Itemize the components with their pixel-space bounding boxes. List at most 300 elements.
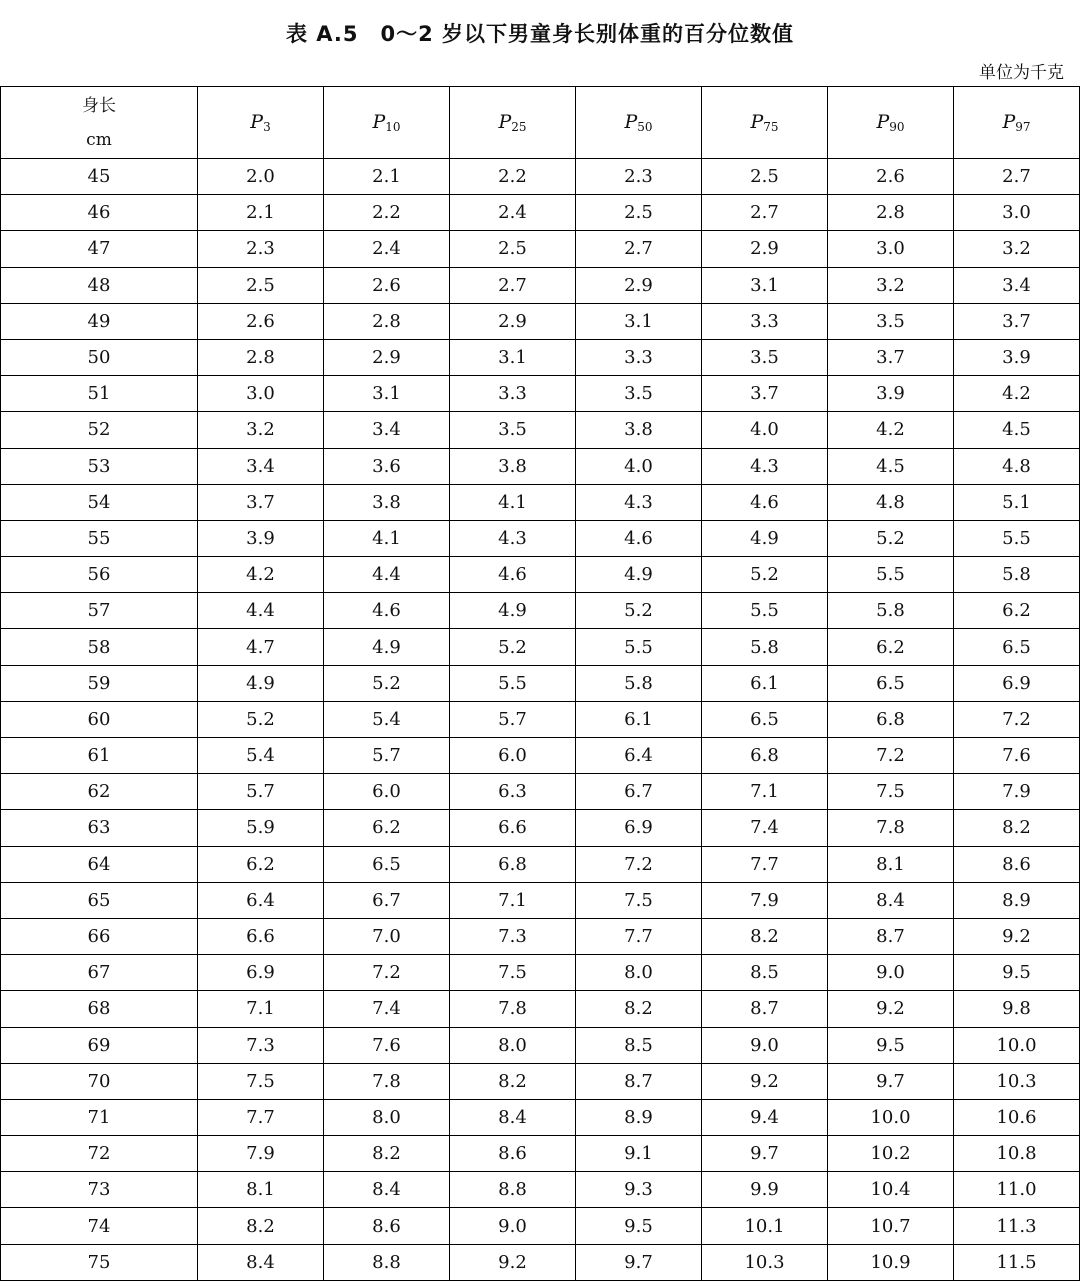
table-row: [1, 557, 1080, 593]
weight-cell: 9.0: [828, 955, 954, 991]
table-row: [1, 267, 1080, 303]
weight-cell: 5.5: [828, 557, 954, 593]
weight-cell: 6.5: [324, 846, 450, 882]
weight-cell: 3.3: [702, 303, 828, 339]
weight-cell: 6.2: [324, 810, 450, 846]
weight-cell: 3.7: [198, 484, 324, 520]
weight-cell: 7.2: [324, 955, 450, 991]
weight-cell: 4.5: [954, 412, 1080, 448]
weight-cell: 8.4: [324, 1172, 450, 1208]
weight-cell: 10.4: [828, 1172, 954, 1208]
percentile-table: [0, 86, 1080, 1281]
height-cell: 57: [1, 593, 198, 629]
weight-cell: 2.5: [450, 231, 576, 267]
weight-cell: 6.8: [702, 738, 828, 774]
weight-cell: 4.2: [828, 412, 954, 448]
header-cell-p25: [450, 87, 576, 159]
weight-cell: 7.5: [198, 1063, 324, 1099]
weight-cell: 3.9: [198, 520, 324, 556]
height-cell: 75: [1, 1244, 198, 1280]
weight-cell: 8.2: [954, 810, 1080, 846]
height-cell: 56: [1, 557, 198, 593]
weight-cell: 4.3: [576, 484, 702, 520]
weight-cell: 3.0: [954, 195, 1080, 231]
height-cell: 69: [1, 1027, 198, 1063]
weight-cell: 8.4: [198, 1244, 324, 1280]
weight-cell: 10.3: [954, 1063, 1080, 1099]
height-cell: 61: [1, 738, 198, 774]
header-cell-p3: [198, 87, 324, 159]
weight-cell: 3.2: [828, 267, 954, 303]
table-header: [1, 87, 1080, 159]
weight-cell: 2.9: [576, 267, 702, 303]
table-row: [1, 1063, 1080, 1099]
weight-cell: 9.8: [954, 991, 1080, 1027]
table-row: [1, 412, 1080, 448]
weight-cell: 4.2: [954, 376, 1080, 412]
height-cell: 51: [1, 376, 198, 412]
weight-cell: 10.0: [828, 1099, 954, 1135]
weight-cell: 3.2: [198, 412, 324, 448]
table-row: [1, 448, 1080, 484]
weight-cell: 2.3: [198, 231, 324, 267]
weight-cell: 10.3: [702, 1244, 828, 1280]
weight-cell: 5.2: [828, 520, 954, 556]
weight-cell: 2.9: [702, 231, 828, 267]
height-cell: 46: [1, 195, 198, 231]
weight-cell: 9.1: [576, 1136, 702, 1172]
weight-cell: 9.2: [450, 1244, 576, 1280]
weight-cell: 4.6: [702, 484, 828, 520]
weight-cell: 6.8: [450, 846, 576, 882]
weight-cell: 8.5: [576, 1027, 702, 1063]
percentile-subscript: 25: [511, 120, 527, 134]
weight-cell: 10.9: [828, 1244, 954, 1280]
weight-cell: 4.5: [828, 448, 954, 484]
weight-cell: 5.2: [576, 593, 702, 629]
weight-cell: 7.3: [450, 918, 576, 954]
weight-cell: 9.0: [450, 1208, 576, 1244]
percentile-subscript: 75: [763, 120, 779, 134]
weight-cell: 7.9: [954, 774, 1080, 810]
weight-cell: 8.6: [324, 1208, 450, 1244]
weight-cell: 6.8: [828, 701, 954, 737]
weight-cell: 3.1: [702, 267, 828, 303]
weight-cell: 4.6: [576, 520, 702, 556]
weight-cell: 3.6: [324, 448, 450, 484]
header-cell-height: [1, 87, 198, 159]
weight-cell: 6.1: [702, 665, 828, 701]
weight-cell: 7.4: [702, 810, 828, 846]
weight-cell: 4.6: [324, 593, 450, 629]
percentile-letter: P: [750, 111, 764, 133]
height-cell: 71: [1, 1099, 198, 1135]
height-cell: 48: [1, 267, 198, 303]
table-row: [1, 1208, 1080, 1244]
weight-cell: 11.5: [954, 1244, 1080, 1280]
weight-cell: 7.9: [198, 1136, 324, 1172]
weight-cell: 4.8: [954, 448, 1080, 484]
weight-cell: 3.1: [576, 303, 702, 339]
weight-cell: 4.2: [198, 557, 324, 593]
weight-cell: 4.4: [198, 593, 324, 629]
percentile-letter: P: [876, 111, 890, 133]
weight-cell: 6.7: [324, 882, 450, 918]
weight-cell: 3.8: [576, 412, 702, 448]
weight-cell: 7.3: [198, 1027, 324, 1063]
table-row: [1, 955, 1080, 991]
weight-cell: 2.8: [828, 195, 954, 231]
weight-cell: 3.5: [702, 339, 828, 375]
percentile-subscript: 3: [263, 120, 271, 134]
weight-cell: 3.5: [576, 376, 702, 412]
table-row: [1, 665, 1080, 701]
table-row: [1, 339, 1080, 375]
weight-cell: 5.8: [576, 665, 702, 701]
table-row: [1, 1136, 1080, 1172]
weight-cell: 6.9: [576, 810, 702, 846]
weight-cell: 8.4: [828, 882, 954, 918]
height-cell: 52: [1, 412, 198, 448]
weight-cell: 6.0: [450, 738, 576, 774]
height-cell: 67: [1, 955, 198, 991]
weight-cell: 2.2: [324, 195, 450, 231]
weight-cell: 7.9: [702, 882, 828, 918]
weight-cell: 3.3: [576, 339, 702, 375]
weight-cell: 6.5: [828, 665, 954, 701]
weight-cell: 8.4: [450, 1099, 576, 1135]
weight-cell: 6.5: [954, 629, 1080, 665]
weight-cell: 7.5: [828, 774, 954, 810]
unit-label: 单位为千克: [979, 63, 1064, 83]
header-cell-p10: [324, 87, 450, 159]
weight-cell: 7.5: [450, 955, 576, 991]
weight-cell: 4.8: [828, 484, 954, 520]
weight-cell: 7.8: [450, 991, 576, 1027]
weight-cell: 5.8: [954, 557, 1080, 593]
weight-cell: 2.0: [198, 159, 324, 195]
weight-cell: 4.0: [576, 448, 702, 484]
weight-cell: 7.2: [828, 738, 954, 774]
weight-cell: 6.2: [954, 593, 1080, 629]
weight-cell: 6.5: [702, 701, 828, 737]
header-height-label: 身长: [82, 95, 116, 116]
height-cell: 63: [1, 810, 198, 846]
weight-cell: 10.7: [828, 1208, 954, 1244]
weight-cell: 7.1: [702, 774, 828, 810]
weight-cell: 8.2: [702, 918, 828, 954]
weight-cell: 4.1: [324, 520, 450, 556]
height-cell: 65: [1, 882, 198, 918]
table-row: [1, 195, 1080, 231]
table-row: [1, 918, 1080, 954]
weight-cell: 10.6: [954, 1099, 1080, 1135]
weight-cell: 3.1: [324, 376, 450, 412]
weight-cell: 2.4: [324, 231, 450, 267]
weight-cell: 8.2: [450, 1063, 576, 1099]
height-cell: 74: [1, 1208, 198, 1244]
weight-cell: 3.7: [702, 376, 828, 412]
weight-cell: 6.2: [828, 629, 954, 665]
weight-cell: 8.8: [450, 1172, 576, 1208]
weight-cell: 3.5: [450, 412, 576, 448]
weight-cell: 4.6: [450, 557, 576, 593]
weight-cell: 5.8: [702, 629, 828, 665]
height-cell: 62: [1, 774, 198, 810]
weight-cell: 9.7: [576, 1244, 702, 1280]
header-cell-p97: [954, 87, 1080, 159]
table-row: [1, 738, 1080, 774]
weight-cell: 4.9: [450, 593, 576, 629]
weight-cell: 5.4: [324, 701, 450, 737]
weight-cell: 2.5: [576, 195, 702, 231]
weight-cell: 7.0: [324, 918, 450, 954]
weight-cell: 10.1: [702, 1208, 828, 1244]
weight-cell: 6.7: [576, 774, 702, 810]
weight-cell: 3.3: [450, 376, 576, 412]
weight-cell: 7.2: [954, 701, 1080, 737]
weight-cell: 5.5: [954, 520, 1080, 556]
weight-cell: 2.4: [450, 195, 576, 231]
table-row: [1, 1244, 1080, 1280]
height-cell: 47: [1, 231, 198, 267]
table-row: [1, 629, 1080, 665]
weight-cell: 2.6: [198, 303, 324, 339]
weight-cell: 7.1: [450, 882, 576, 918]
weight-cell: 10.2: [828, 1136, 954, 1172]
weight-cell: 4.9: [324, 629, 450, 665]
table-row: [1, 159, 1080, 195]
weight-cell: 8.6: [450, 1136, 576, 1172]
height-cell: 64: [1, 846, 198, 882]
weight-cell: 5.5: [702, 593, 828, 629]
height-cell: 72: [1, 1136, 198, 1172]
weight-cell: 7.1: [198, 991, 324, 1027]
weight-cell: 7.7: [576, 918, 702, 954]
weight-cell: 5.8: [828, 593, 954, 629]
weight-cell: 6.4: [576, 738, 702, 774]
weight-cell: 3.7: [954, 303, 1080, 339]
height-cell: 70: [1, 1063, 198, 1099]
weight-cell: 9.7: [828, 1063, 954, 1099]
weight-cell: 6.4: [198, 882, 324, 918]
weight-cell: 7.6: [954, 738, 1080, 774]
weight-cell: 4.9: [702, 520, 828, 556]
table-row: [1, 774, 1080, 810]
table-row: [1, 593, 1080, 629]
height-cell: 73: [1, 1172, 198, 1208]
weight-cell: 5.5: [576, 629, 702, 665]
weight-cell: 5.1: [954, 484, 1080, 520]
height-cell: 68: [1, 991, 198, 1027]
weight-cell: 5.7: [450, 701, 576, 737]
weight-cell: 4.3: [702, 448, 828, 484]
weight-cell: 8.0: [450, 1027, 576, 1063]
weight-cell: 2.6: [324, 267, 450, 303]
percentile-subscript: 97: [1015, 120, 1031, 134]
weight-cell: 8.1: [828, 846, 954, 882]
weight-cell: 5.7: [198, 774, 324, 810]
weight-cell: 3.0: [828, 231, 954, 267]
height-cell: 50: [1, 339, 198, 375]
table-row: [1, 1027, 1080, 1063]
weight-cell: 2.9: [324, 339, 450, 375]
height-cell: 58: [1, 629, 198, 665]
weight-cell: 3.1: [450, 339, 576, 375]
weight-cell: 2.7: [450, 267, 576, 303]
weight-cell: 9.3: [576, 1172, 702, 1208]
weight-cell: 6.9: [954, 665, 1080, 701]
weight-cell: 8.7: [828, 918, 954, 954]
weight-cell: 9.4: [702, 1099, 828, 1135]
weight-cell: 9.0: [702, 1027, 828, 1063]
table-body: [1, 159, 1080, 1281]
weight-cell: 4.9: [198, 665, 324, 701]
weight-cell: 2.2: [450, 159, 576, 195]
weight-cell: 3.4: [324, 412, 450, 448]
weight-cell: 3.5: [828, 303, 954, 339]
weight-cell: 2.5: [198, 267, 324, 303]
table-row: [1, 810, 1080, 846]
table-row: [1, 701, 1080, 737]
weight-cell: 9.5: [576, 1208, 702, 1244]
header-row: [1, 87, 1080, 159]
weight-cell: 2.7: [702, 195, 828, 231]
height-cell: 45: [1, 159, 198, 195]
weight-cell: 9.7: [702, 1136, 828, 1172]
weight-cell: 7.5: [576, 882, 702, 918]
weight-cell: 7.8: [324, 1063, 450, 1099]
weight-cell: 6.6: [450, 810, 576, 846]
weight-cell: 4.4: [324, 557, 450, 593]
weight-cell: 3.8: [450, 448, 576, 484]
weight-cell: 3.4: [198, 448, 324, 484]
table-row: [1, 520, 1080, 556]
weight-cell: 8.2: [198, 1208, 324, 1244]
height-cell: 60: [1, 701, 198, 737]
weight-cell: 2.7: [954, 159, 1080, 195]
weight-cell: 3.9: [954, 339, 1080, 375]
weight-cell: 5.9: [198, 810, 324, 846]
weight-cell: 8.6: [954, 846, 1080, 882]
weight-cell: 8.7: [576, 1063, 702, 1099]
weight-cell: 7.2: [576, 846, 702, 882]
percentile-letter: P: [250, 111, 264, 133]
weight-cell: 2.8: [324, 303, 450, 339]
weight-cell: 9.5: [828, 1027, 954, 1063]
header-height-unit: cm: [86, 129, 112, 150]
weight-cell: 8.5: [702, 955, 828, 991]
weight-cell: 4.3: [450, 520, 576, 556]
height-cell: 53: [1, 448, 198, 484]
weight-cell: 8.0: [576, 955, 702, 991]
weight-cell: 10.8: [954, 1136, 1080, 1172]
weight-cell: 6.3: [450, 774, 576, 810]
weight-cell: 8.8: [324, 1244, 450, 1280]
weight-cell: 5.2: [198, 701, 324, 737]
percentile-subscript: 50: [637, 120, 653, 134]
table-row: [1, 882, 1080, 918]
table-row: [1, 231, 1080, 267]
percentile-letter: P: [498, 111, 512, 133]
weight-cell: 4.0: [702, 412, 828, 448]
weight-cell: 8.9: [954, 882, 1080, 918]
weight-cell: 6.6: [198, 918, 324, 954]
weight-cell: 9.2: [702, 1063, 828, 1099]
weight-cell: 3.8: [324, 484, 450, 520]
weight-cell: 11.0: [954, 1172, 1080, 1208]
weight-cell: 4.7: [198, 629, 324, 665]
table-row: [1, 376, 1080, 412]
percentile-letter: P: [624, 111, 638, 133]
weight-cell: 6.1: [576, 701, 702, 737]
weight-cell: 2.9: [450, 303, 576, 339]
table-row: [1, 303, 1080, 339]
header-cell-p50: [576, 87, 702, 159]
height-cell: 66: [1, 918, 198, 954]
weight-cell: 2.5: [702, 159, 828, 195]
percentile-letter: P: [372, 111, 386, 133]
weight-cell: 3.2: [954, 231, 1080, 267]
weight-cell: 2.1: [324, 159, 450, 195]
weight-cell: 7.4: [324, 991, 450, 1027]
weight-cell: 6.9: [198, 955, 324, 991]
weight-cell: 9.2: [828, 991, 954, 1027]
weight-cell: 7.6: [324, 1027, 450, 1063]
weight-cell: 5.4: [198, 738, 324, 774]
table-row: [1, 991, 1080, 1027]
weight-cell: 8.9: [576, 1099, 702, 1135]
percentile-letter: P: [1002, 111, 1016, 133]
weight-cell: 3.4: [954, 267, 1080, 303]
weight-cell: 8.1: [198, 1172, 324, 1208]
weight-cell: 2.3: [576, 159, 702, 195]
weight-cell: 8.7: [702, 991, 828, 1027]
height-cell: 55: [1, 520, 198, 556]
weight-cell: 8.0: [324, 1099, 450, 1135]
weight-cell: 2.7: [576, 231, 702, 267]
weight-cell: 5.2: [324, 665, 450, 701]
header-cell-p90: [828, 87, 954, 159]
weight-cell: 2.1: [198, 195, 324, 231]
height-cell: 49: [1, 303, 198, 339]
height-cell: 59: [1, 665, 198, 701]
weight-cell: 2.8: [198, 339, 324, 375]
weight-cell: 4.9: [576, 557, 702, 593]
weight-cell: 7.7: [198, 1099, 324, 1135]
weight-cell: 4.1: [450, 484, 576, 520]
weight-cell: 5.2: [702, 557, 828, 593]
weight-cell: 10.0: [954, 1027, 1080, 1063]
table-row: [1, 1099, 1080, 1135]
weight-cell: 5.7: [324, 738, 450, 774]
weight-cell: 3.7: [828, 339, 954, 375]
weight-cell: 6.2: [198, 846, 324, 882]
weight-cell: 7.7: [702, 846, 828, 882]
weight-cell: 11.3: [954, 1208, 1080, 1244]
height-cell: 54: [1, 484, 198, 520]
weight-cell: 9.5: [954, 955, 1080, 991]
percentile-subscript: 90: [889, 120, 905, 134]
table-row: [1, 846, 1080, 882]
weight-cell: 2.6: [828, 159, 954, 195]
header-cell-p75: [702, 87, 828, 159]
weight-cell: 5.2: [450, 629, 576, 665]
weight-cell: 5.5: [450, 665, 576, 701]
weight-cell: 7.8: [828, 810, 954, 846]
table-row: [1, 1172, 1080, 1208]
weight-cell: 8.2: [576, 991, 702, 1027]
